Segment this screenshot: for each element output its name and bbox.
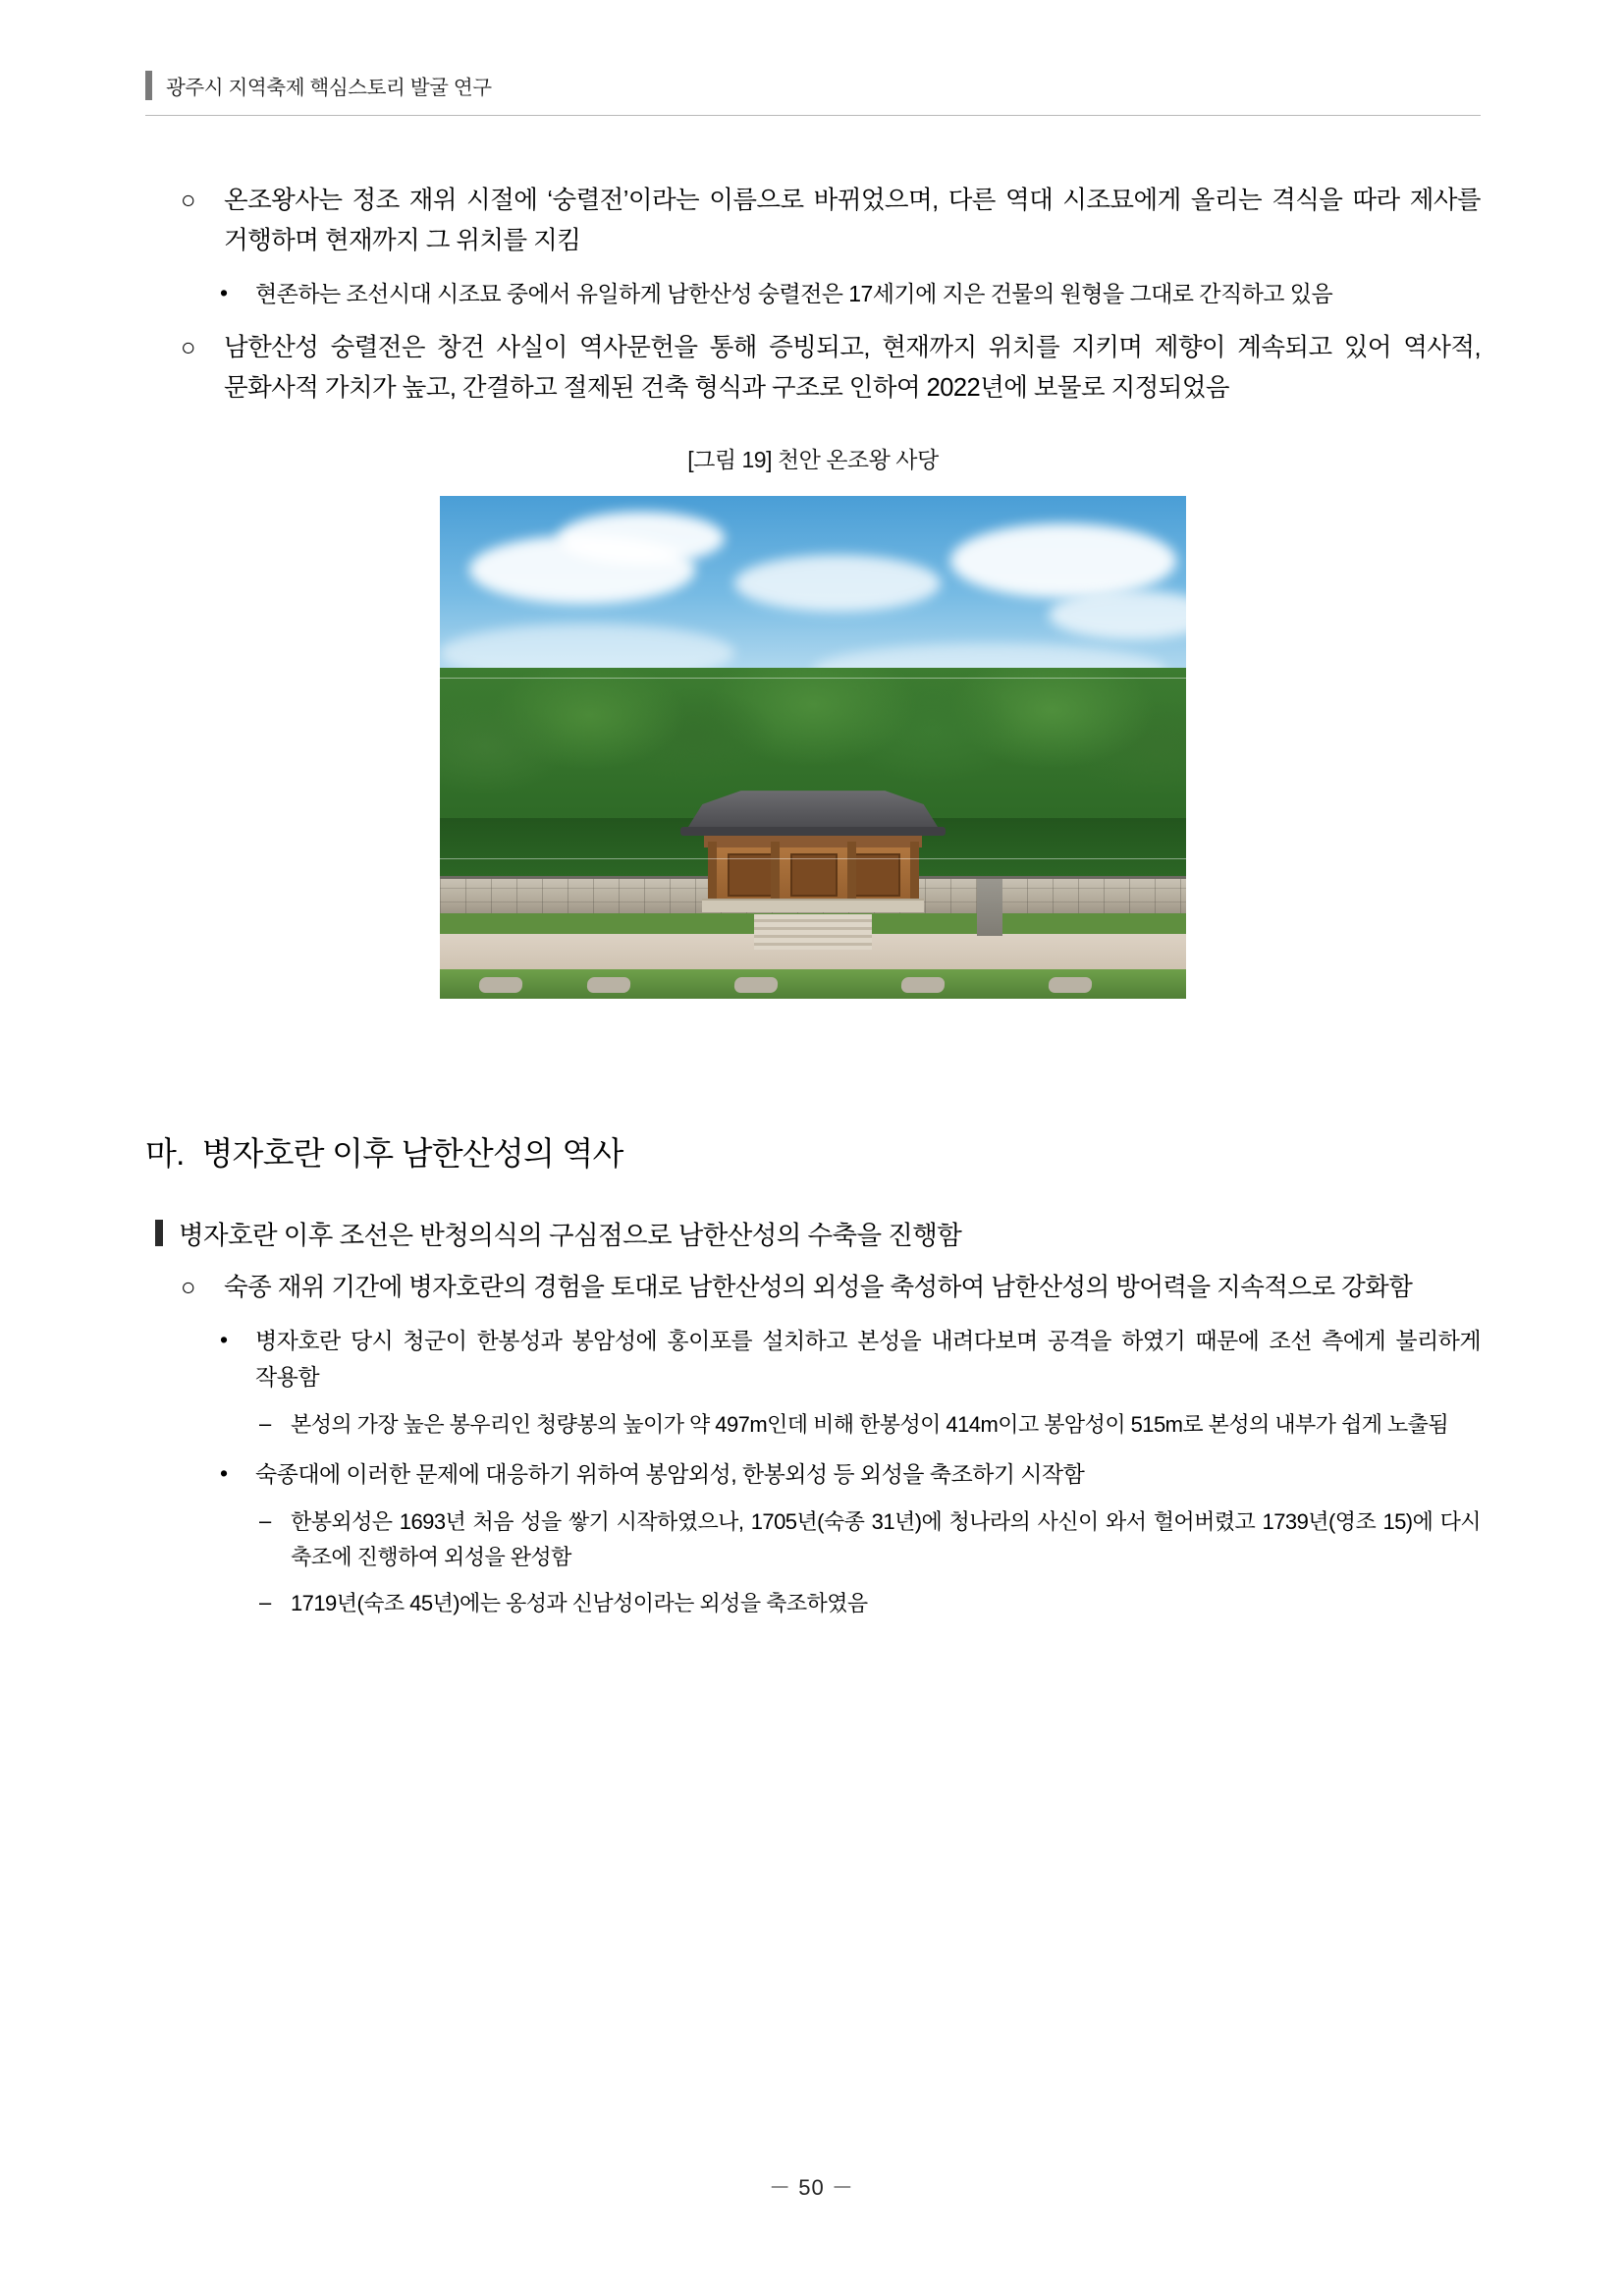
stone-platform — [702, 899, 924, 912]
stepping-stone — [478, 977, 522, 993]
list-item — [145, 1586, 1481, 1621]
list-text: 현존하는 조선시대 시조묘 중에서 유일하게 남한산성 숭렬전은 17세기에 지은 건물의 원형을 그대로 간직하고 있음 — [255, 280, 1333, 306]
stone-monument — [977, 879, 1002, 936]
list-marker: ○ — [181, 1274, 196, 1302]
header-accent-bar — [145, 71, 152, 100]
shrine-door — [853, 853, 900, 897]
shrine-door — [728, 853, 775, 897]
list-text: 1719년(숙조 45년)에는 옹성과 신남성이라는 외성을 축조하였음 — [291, 1591, 868, 1616]
shrine-door — [790, 853, 838, 897]
list-item — [145, 276, 1481, 312]
list-item — [145, 328, 1481, 410]
list-text: 한봉외성은 1693년 처음 성을 쌓기 시작하였으나, 1705년(숙종 31년)에 청나라의 사신이 와서 헐어버렸고 1739년(영조 15)에 다시 축조에 진행하여 외성을 완성함 — [291, 1509, 1481, 1569]
list-text: 숙종대에 이러한 문제에 대응하기 위하여 봉암외성, 한봉외성 등 외성을 축조하기 시작함 — [255, 1460, 1085, 1487]
list-item — [145, 1504, 1481, 1574]
list-marker: – — [259, 1508, 272, 1534]
page-number: － 50 － — [769, 2175, 854, 2200]
list-marker: – — [259, 1411, 272, 1437]
foreground-lawn — [440, 969, 1186, 1000]
wooden-pillar — [847, 842, 856, 904]
list-item — [145, 1323, 1481, 1396]
roof-beam — [704, 836, 922, 847]
list-item — [145, 181, 1481, 262]
stepping-stone — [1048, 977, 1092, 993]
photo-seam — [440, 858, 1186, 859]
list-marker: • — [220, 1459, 229, 1486]
building-facade — [710, 847, 916, 901]
bar-heading-text: 병자호란 이후 조선은 반청의식의 구심점으로 남한산성의 수축을 진행함 — [179, 1221, 962, 1251]
stepping-stone — [586, 977, 630, 993]
list-text: 병자호란 당시 청군이 한봉성과 봉암성에 홍이포를 설치하고 본성을 내려다보며 공격을 하였기 때문에 조선 측에게 불리하게 작용함 — [255, 1327, 1481, 1390]
bar-heading-marker — [155, 1220, 163, 1246]
wooden-pillar — [910, 842, 919, 904]
entrance-stairs — [754, 914, 872, 950]
list-marker: • — [220, 279, 229, 305]
cloud-shape — [950, 523, 1176, 598]
list-marker: • — [220, 1326, 229, 1352]
section-heading — [145, 1128, 1481, 1175]
figure-caption: [그림 19] 천안 온조왕 사당 — [687, 447, 939, 473]
photo-seam — [440, 678, 1186, 679]
list-text: 온조왕사는 정조 재위 시절에 ‘숭렬전’이라는 이름으로 바뀌었으며, 다른 역대 시조묘에게 올리는 격식을 따라 제사를 거행하며 현재까지 그 위치를 지킴 — [224, 187, 1481, 255]
section-title: 병자호란 이후 남한산성의 역사 — [201, 1135, 623, 1173]
list-text: 남한산성 숭렬전은 창건 사실이 역사문헌을 통해 증빙되고, 현재까지 위치를 지키며 제향이 계속되고 있어 역사적, 문화사적 가치가 높고, 간결하고 절제된 건축 형식과 구조로 인하여 2022년에 보물로 지정되었음 — [224, 333, 1481, 403]
page-content — [145, 165, 1481, 1621]
figure-container — [145, 496, 1481, 999]
shrine-building — [700, 788, 926, 915]
wooden-pillar — [771, 842, 780, 904]
header-divider — [145, 115, 1481, 116]
roof-eave — [680, 827, 946, 836]
wooden-pillar — [708, 842, 717, 904]
header-title: 광주시 지역축제 핵심스토리 발굴 연구 — [166, 77, 492, 99]
list-item — [145, 1268, 1481, 1308]
stepping-stone — [900, 977, 945, 993]
list-item — [145, 1456, 1481, 1493]
page-header — [145, 71, 1481, 100]
shrine-photo — [440, 496, 1186, 999]
list-marker: – — [259, 1590, 272, 1615]
stepping-stone — [733, 977, 778, 993]
list-text: 본성의 가장 높은 봉우리인 청량봉의 높이가 약 497m인데 비해 한봉성이 414m이고 봉암성이 515m로 본성의 내부가 쉽게 노출됨 — [291, 1412, 1449, 1438]
section-number: 마. — [145, 1135, 185, 1173]
list-item — [145, 1407, 1481, 1443]
list-marker: ○ — [181, 187, 196, 214]
bar-heading — [145, 1214, 1481, 1252]
list-marker: ○ — [181, 333, 196, 361]
list-text: 숙종 재위 기간에 병자호란의 경험을 토대로 남한산성의 외성을 축성하여 남한산성의 방어력을 지속적으로 강화함 — [224, 1274, 1413, 1302]
